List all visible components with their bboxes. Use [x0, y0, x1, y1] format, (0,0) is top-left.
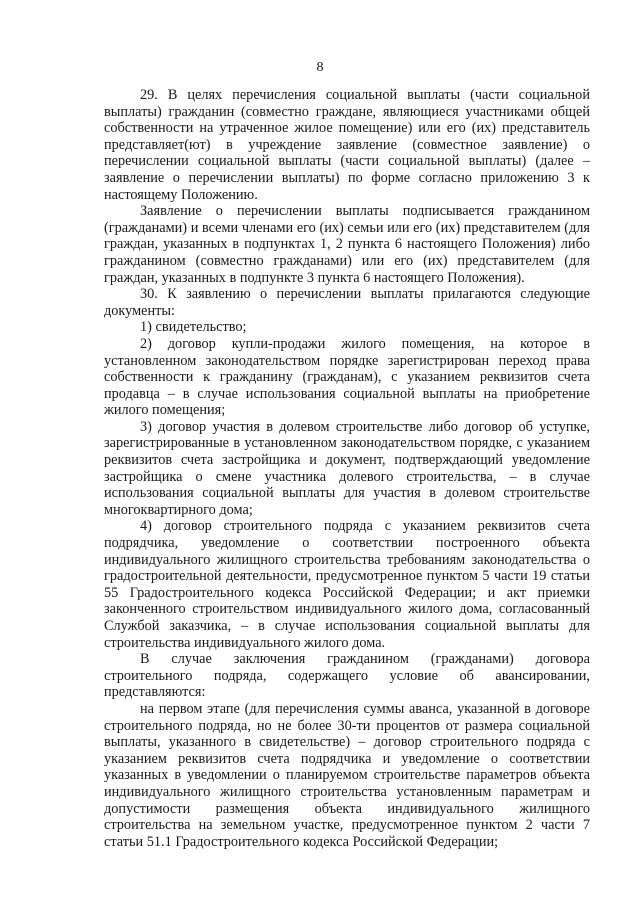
paragraph-29: 29. В целях перечисления социальной выплаты (части социальной выплаты) гражданин (совместно граждане, являющиеся участниками общей собственности на утраченное жилое помещение) или его (их) представитель представляет(ют) в учреждение заявление (совместное заявление) о перечислении социальной выплаты (части социальной выплаты) (далее – заявление о перечислении выплаты) по форме согласно приложению 3 к настоящему Положению. [104, 87, 590, 203]
list-item-4: 4) договор строительного подряда с указанием реквизитов счета подрядчика, уведомление о соответствии построенного объекта индивидуального жилищного строительства требованиям законодательства о градостроительной деятельности, предусмотренное пунктом 5 части 19 статьи 55 Градостроительного кодекса Российской Федерации; и акт приемки законченного строительством индивидуального жилого дома, согласованный Службой заказчика, – в случае использования социальной выплаты для строительства индивидуального жилого дома. [104, 518, 590, 651]
page-number: 8 [316, 60, 324, 75]
paragraph-30: 30. К заявлению о перечислении выплаты прилагаются следующие документы: [104, 286, 590, 319]
list-item-3: 3) договор участия в долевом строительстве либо договор об уступке, зарегистрированные в установленном законодательством порядке, с указанием реквизитов счета застройщика и документ, подтверждающий уведомление застройщика о смене участника долевого строительства, – в случае использования социальной выплаты для участия в долевом строительстве многоквартирного дома; [104, 418, 590, 518]
list-item-1: 1) свидетельство; [140, 319, 247, 336]
paragraph-advance: В случае заключения гражданином (гражданами) договора строительного подряда, содержащего условие об авансировании, представляются: [104, 651, 590, 701]
paragraph-first-stage: на первом этапе (для перечисления суммы аванса, указанной в договоре строительного подряда, но не более 30-ти процентов от размера социальной выплаты, указанного в свидетельстве) – договор строительного подряда с указанием реквизитов счета подрядчика и уведомление о соответствии указанных в уведомлении о планируемом строительстве параметров объекта индивидуального жилищного строительства установленным параметрам и допустимости размещения объекта индивидуального жилищного строительства на земельном участке, предусмотренное пунктом 2 части 7 статьи 51.1 Градостроительного кодекса Российской Федерации; [104, 700, 590, 850]
paragraph-signing: Заявление о перечислении выплаты подписывается гражданином (гражданами) и всеми членами его (их) семьи или его (их) представителем (для граждан, указанных в подпунктах 1, 2 пункта 6 настоящего Положения) либо гражданином (совместно гражданами) или его (их) представителем (для граждан, указанных в подпункте 3 пункта 6 настоящего Положения). [104, 203, 590, 286]
list-item-2: 2) договор купли-продажи жилого помещения, на которое в установленном законодательством порядке зарегистрирован переход права собственности к гражданину (гражданам), с указанием реквизитов счета продавца – в случае использования социальной выплаты на приобретение жилого помещения; [104, 335, 590, 419]
document-body [104, 87, 590, 850]
